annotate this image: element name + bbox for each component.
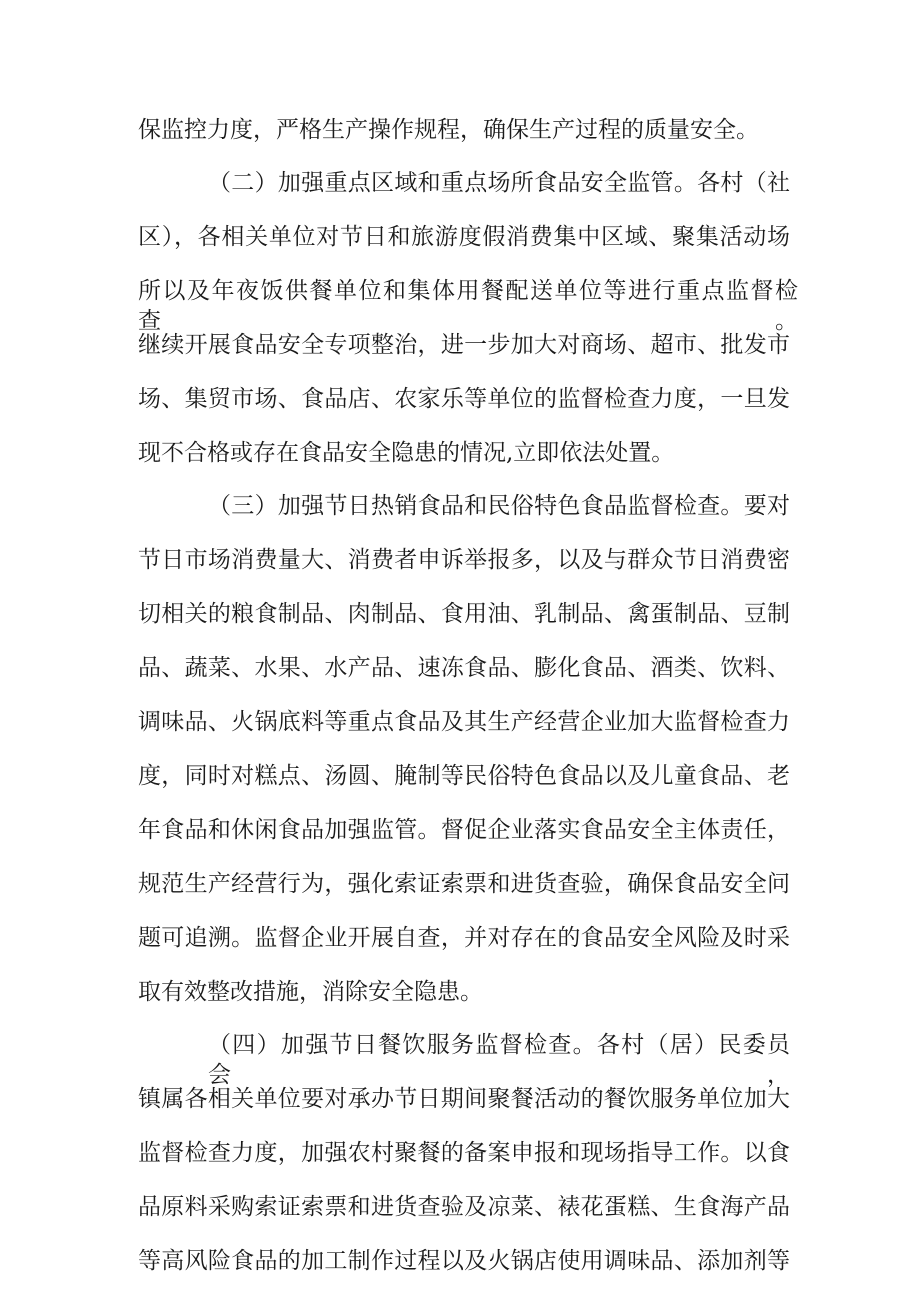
- text-line-8: （三）加强节日热销食品和民俗特色食品监督检查。要对: [208, 493, 790, 519]
- text-line-21: 品原料采购索证索票和进货查验及凉菜、裱花蛋糕、生食海产品: [138, 1194, 790, 1220]
- text-line-6: 场、集贸市场、食品店、农家乐等单位的监督检查力度，一旦发: [138, 386, 790, 412]
- text-line-5: 继续开展食品安全专项整治，进一步加大对商场、超市、批发市: [138, 332, 790, 358]
- text-line-22: 等高风险食品的加工制作过程以及火锅店使用调味品、添加剂等: [138, 1248, 790, 1274]
- text-line-4: 所以及年夜饭供餐单位和集体用餐配送单位等进行重点监督检查。: [138, 278, 798, 334]
- text-line-16: 题可追溯。监督企业开展自查，并对存在的食品安全风险及时采: [138, 925, 790, 951]
- text-line-2: （二）加强重点区域和重点场所食品安全监管。各村（社: [208, 170, 790, 196]
- text-line-11: 品、蔬菜、水果、水产品、速冻食品、膨化食品、酒类、饮料、: [138, 655, 790, 681]
- text-line-15: 规范生产经营行为，强化索证索票和进货查验，确保食品安全问: [138, 871, 790, 897]
- text-line-13: 度，同时对糕点、汤圆、腌制等民俗特色食品以及儿童食品、老: [138, 763, 790, 789]
- text-line-14: 年食品和休闲食品加强监管。督促企业落实食品安全主体责任，: [138, 817, 790, 843]
- text-line-3: 区），各相关单位对节日和旅游度假消费集中区域、聚集活动场: [138, 224, 790, 250]
- text-line-7: 现不合格或存在食品安全隐患的情况,立即依法处置。: [138, 440, 675, 466]
- text-line-1: 保监控力度，严格生产操作规程，确保生产过程的质量安全。: [138, 117, 759, 143]
- text-line-20: 监督检查力度，加强农村聚餐的备案申报和现场指导工作。以食: [138, 1140, 790, 1166]
- text-line-10: 切相关的粮食制品、肉制品、食用油、乳制品、禽蛋制品、豆制: [138, 601, 790, 627]
- text-line-12: 调味品、火锅底料等重点食品及其生产经营企业加大监督检查力: [138, 709, 790, 735]
- text-line-17: 取有效整改措施，消除安全隐患。: [138, 979, 483, 1005]
- text-line-9: 节日市场消费量大、消费者申诉举报多，以及与群众节日消费密: [138, 547, 790, 573]
- text-line-19: 镇属各相关单位要对承办节日期间聚餐活动的餐饮服务单位加大: [138, 1086, 790, 1112]
- text-line-18: （四）加强节日餐饮服务监督检查。各村（居）民委员会，: [208, 1032, 790, 1088]
